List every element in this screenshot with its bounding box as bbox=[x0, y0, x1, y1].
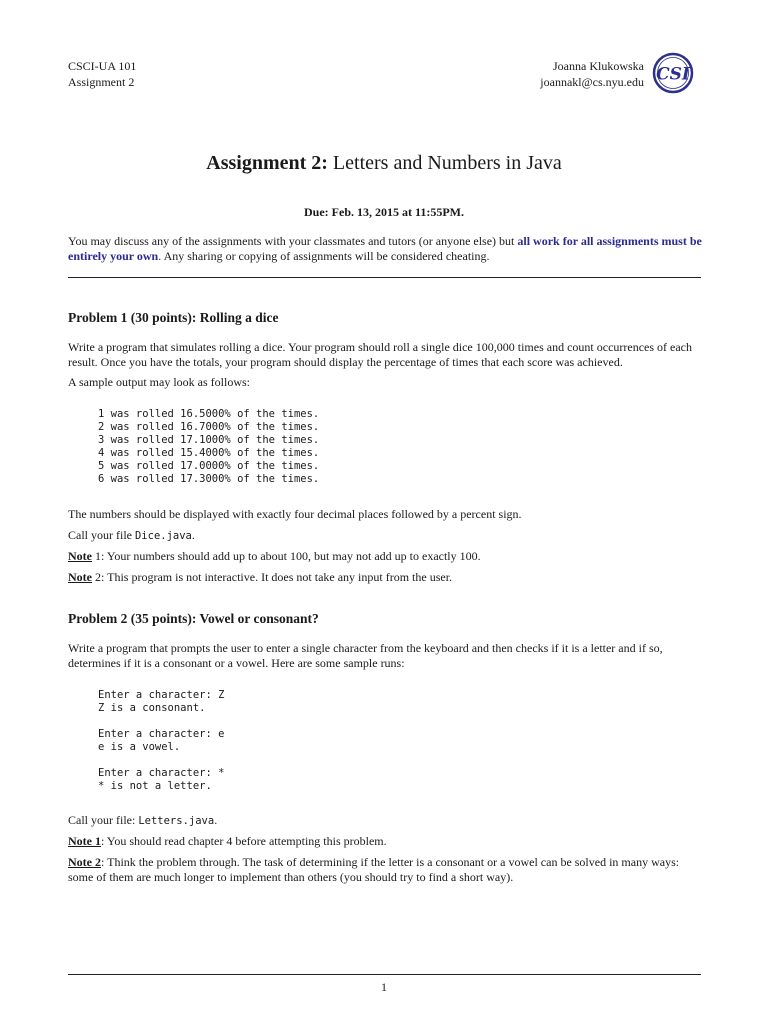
problem2-description: Write a program that prompts the user to enter a single character from the keyboard and then checks if it is a letter and if so, determines if it is a consonant or a vowel. Here are some sample runs: bbox=[68, 641, 663, 670]
csi-logo-icon bbox=[652, 52, 694, 94]
file-name: Dice.java bbox=[134, 530, 192, 542]
file-suffix: . bbox=[191, 528, 195, 542]
problem2-note1 bbox=[68, 834, 702, 849]
intro-text-after: . Any sharing or copying of assignments will be considered cheating. bbox=[158, 248, 490, 263]
problem2-sample-runs: Enter a character: Z Z is a consonant. Enter a character: e e is a vowel. Enter a character: * * is not a letter. bbox=[98, 689, 225, 792]
problem2-heading: Problem 2 (35 points): Vowel or consonant? bbox=[68, 611, 319, 626]
note-key: Note bbox=[68, 570, 92, 584]
header-left bbox=[68, 58, 136, 90]
due-date: Due: Feb. 13, 2015 at 11:55PM. bbox=[304, 205, 464, 219]
note-text: : Think the problem through. The task of determining if the letter is a consonant or a vowel can be solved in many ways: some of them are much longer to implement than others (you should try to find a short way). bbox=[68, 855, 680, 884]
problem1-file-line bbox=[68, 528, 702, 544]
intro-highlight: all work for all assignments must be entirely your own bbox=[68, 234, 702, 263]
intro-text-before: You may discuss any of the assignments with your classmates and tutors (or anyone else) but bbox=[68, 234, 518, 248]
problem2-file-line bbox=[68, 813, 702, 829]
file-prefix: Call your file: bbox=[68, 813, 139, 827]
intro-paragraph bbox=[68, 234, 702, 263]
top-divider bbox=[68, 277, 701, 278]
note-key: Note 2 bbox=[68, 855, 101, 869]
problem2-note2 bbox=[68, 855, 702, 884]
author-email: joannakl@cs.nyu.edu bbox=[540, 75, 644, 89]
header-right bbox=[540, 58, 644, 90]
note-key: Note 1 bbox=[68, 834, 101, 848]
problem1-description: Write a program that simulates rolling a dice. Your program should roll a single dice 100,000 times and count occurrences of each result. Once you have the totals, your program should display the percentage of times that each score was achieved. bbox=[68, 340, 693, 369]
page-number: 1 bbox=[381, 980, 387, 994]
file-name: Letters.java bbox=[138, 815, 215, 827]
page-title bbox=[0, 150, 768, 176]
title-bold: Assignment 2: bbox=[206, 152, 328, 174]
problem1-note1 bbox=[68, 549, 702, 564]
problem1-note2 bbox=[68, 570, 702, 585]
problem1-heading: Problem 1 (30 points): Rolling a dice bbox=[68, 310, 279, 325]
course-code: CSCI-UA 101 bbox=[68, 59, 137, 73]
problem1-sample-intro: A sample output may look as follows: bbox=[68, 375, 250, 389]
problem1-sample-output: 1 was rolled 16.5000% of the times. 2 was rolled 16.7000% of the times. 3 was rolled 17.1000% of the times. 4 was rolled 15.4000% of the times. 5 was rolled 17.0000% of the times. 6 was rolled 17.3000% of the times. bbox=[98, 408, 320, 485]
assignment-label: Assignment 2 bbox=[68, 75, 135, 89]
bottom-divider bbox=[68, 974, 701, 975]
note-key: Note bbox=[68, 549, 92, 563]
note-text: 1: Your numbers should add up to about 100, but may not add up to exactly 100. bbox=[92, 549, 481, 563]
file-prefix: Call your file bbox=[68, 528, 135, 542]
note-text: 2: This program is not interactive. It does not take any input from the user. bbox=[92, 570, 453, 584]
file-suffix: . bbox=[214, 813, 218, 827]
note-text: : You should read chapter 4 before attempting this problem. bbox=[101, 834, 387, 848]
problem1-format-note: The numbers should be displayed with exactly four decimal places followed by a percent sign. bbox=[68, 507, 522, 521]
logo-text: CSI bbox=[656, 64, 690, 85]
title-rest: Letters and Numbers in Java bbox=[327, 152, 562, 174]
author-name: Joanna Klukowska bbox=[553, 59, 644, 73]
